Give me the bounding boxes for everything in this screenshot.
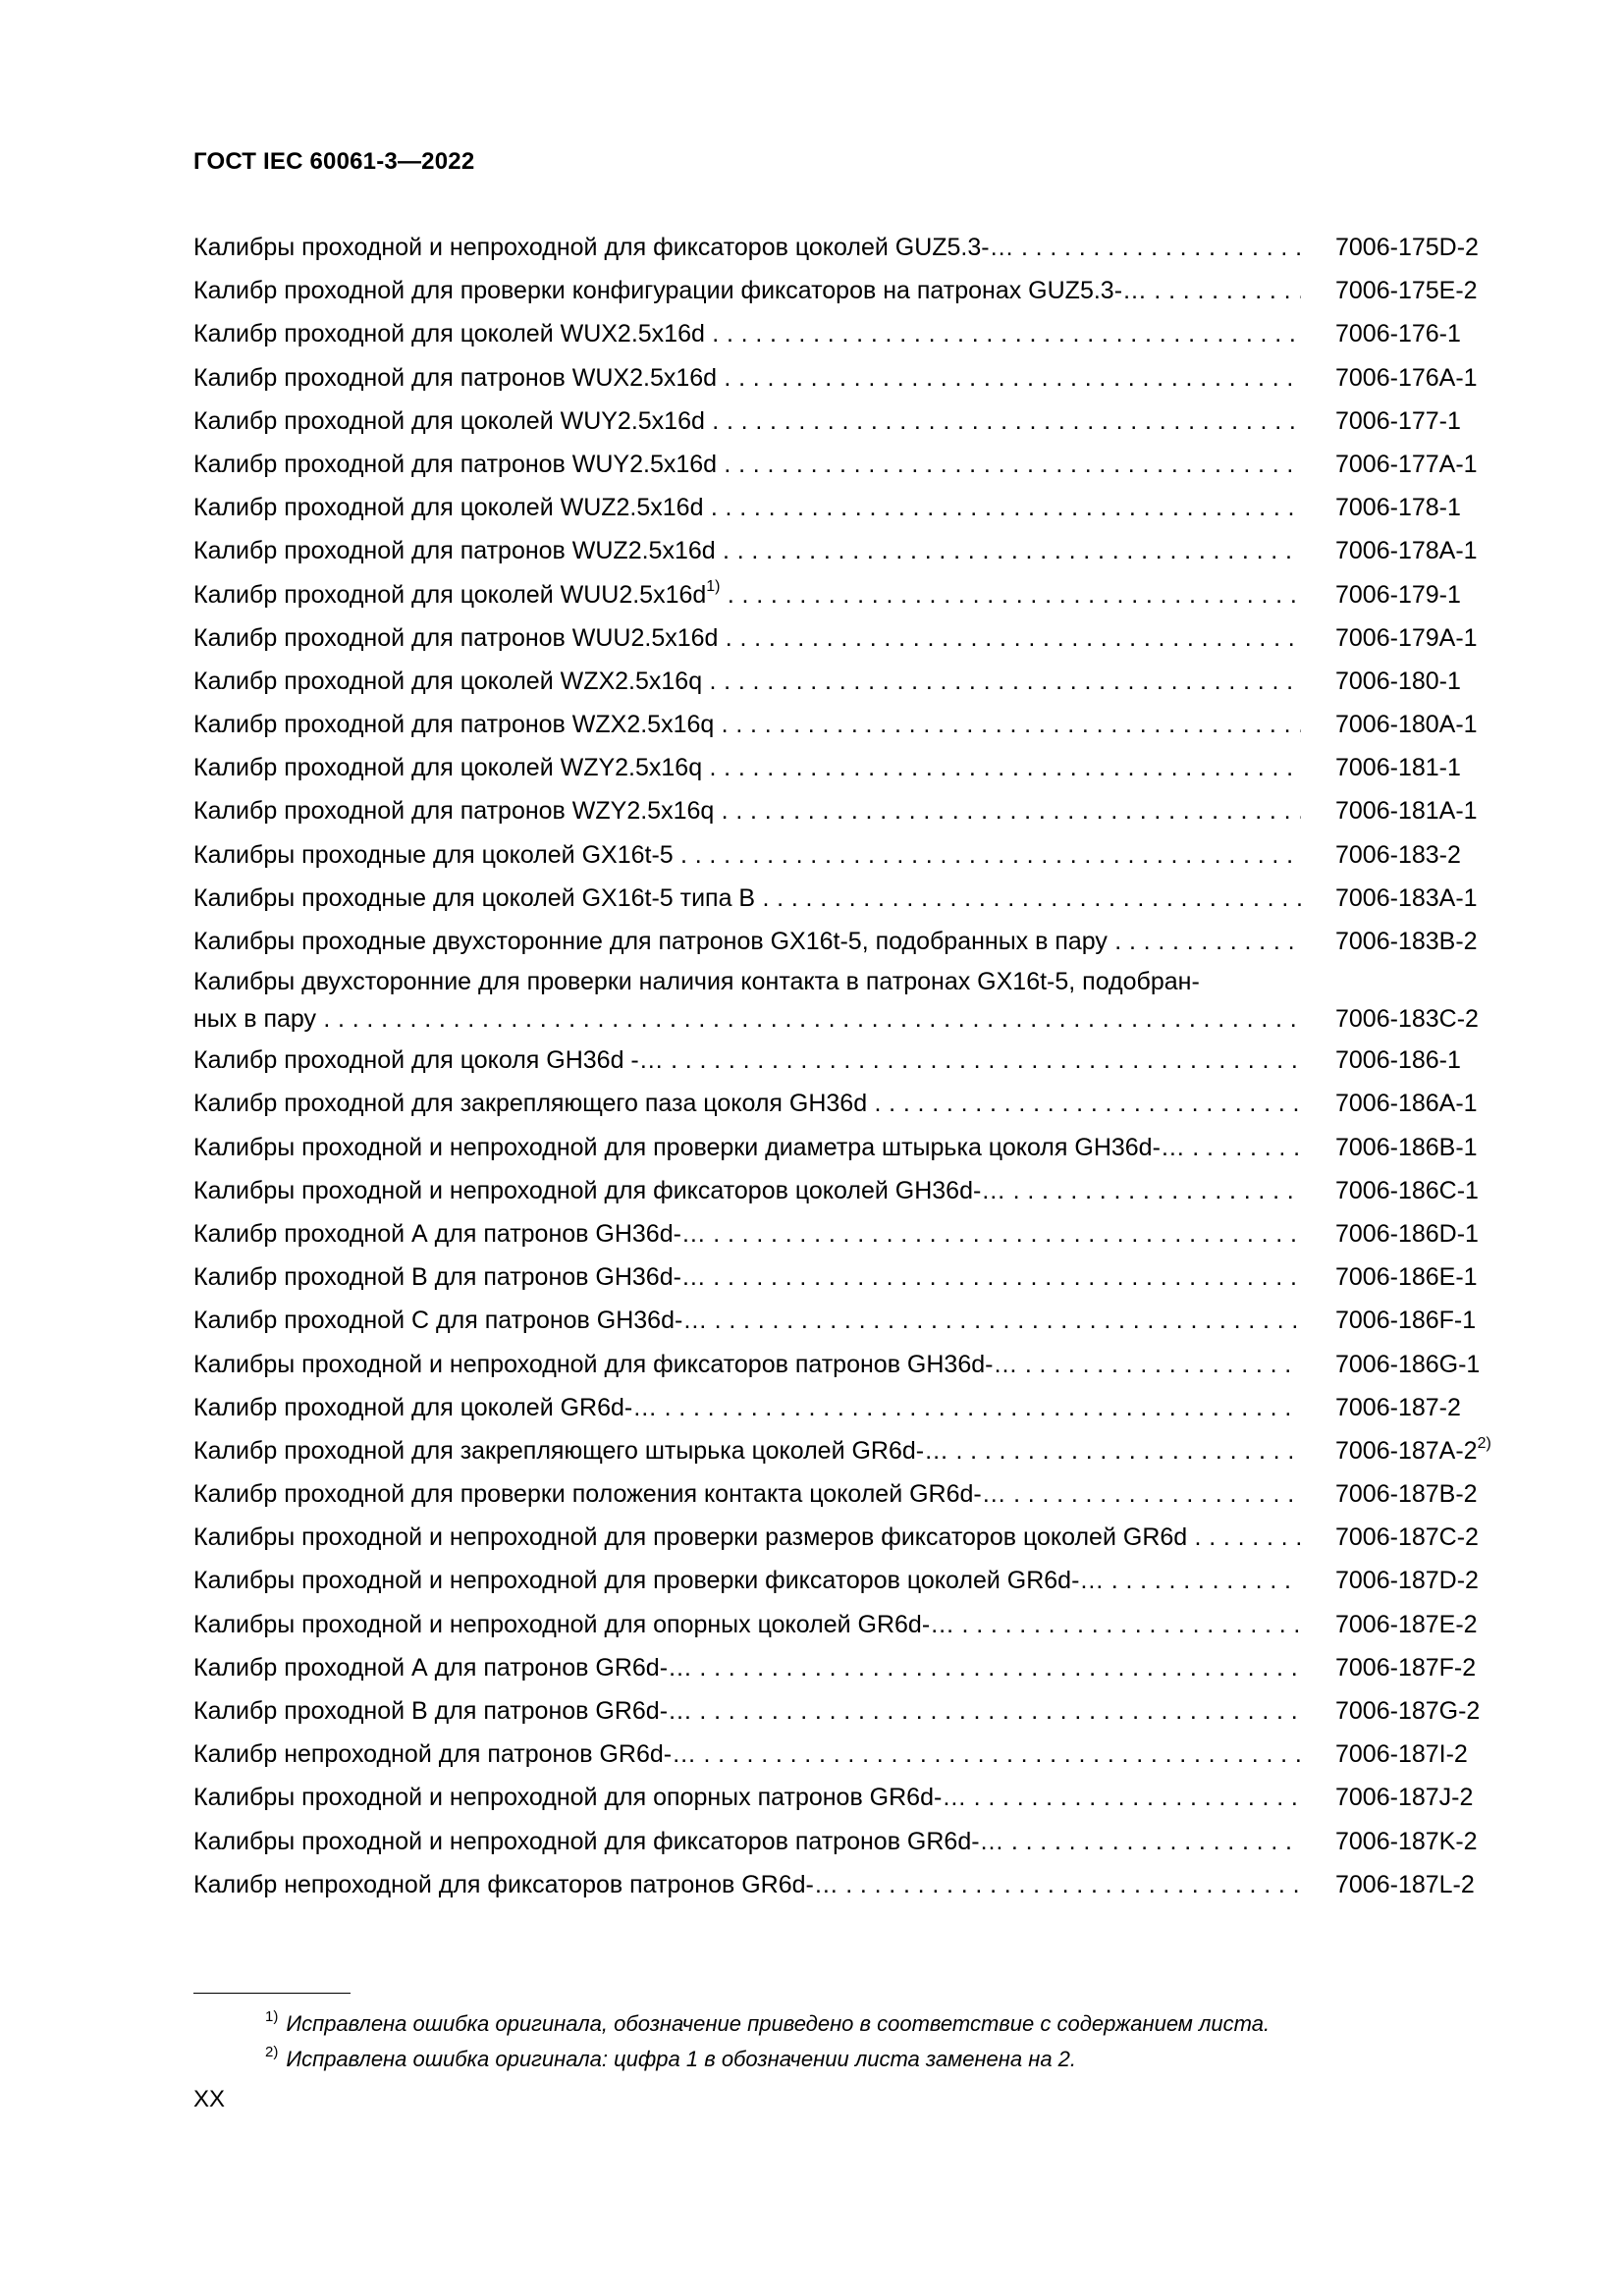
toc-entry (193, 1343, 1539, 1386)
footnote-mark: 1) (265, 2007, 279, 2025)
toc-entry-code-text: 7006-178-1 (1335, 494, 1461, 522)
toc-entry-title-text: Калибр проходной для проверки конфигурации фиксаторов на патронах GUZ5.3-… (193, 277, 1148, 305)
toc-entry-title-text: Калибры проходной и непроходной для проверки размеров фиксаторов цоколей GR6d (193, 1523, 1188, 1552)
toc-entry-code (1335, 1126, 1478, 1169)
toc-entry (193, 920, 1539, 963)
toc-entry-title-text: Калибры проходной и непроходной для фиксаторов патронов GR6d-… (193, 1827, 1004, 1855)
toc-entry-code (1335, 1169, 1479, 1212)
toc-entry-code-text: 7006-186E-1 (1335, 1263, 1478, 1292)
toc-entry-code (1335, 356, 1478, 400)
toc-entry-code (1335, 269, 1478, 312)
toc-entry-title-text: Калибр проходной для цоколей WUY2.5x16d (193, 406, 705, 435)
toc-entry (193, 877, 1539, 920)
toc-entry-code-text: 7006-183-2 (1335, 840, 1461, 869)
toc-entry-code-text: 7006-176-1 (1335, 320, 1461, 348)
toc-entry (193, 529, 1539, 572)
toc-entry-code-text: 7006-186G-1 (1335, 1350, 1481, 1378)
toc-entry-code (1335, 1472, 1478, 1516)
toc-entry-title (193, 746, 1301, 789)
toc-entry-code (1335, 877, 1478, 920)
toc-entry (193, 963, 1539, 1039)
footnote (265, 2006, 1270, 2042)
toc-entry-title (193, 400, 1301, 443)
toc-entry-title-text: Калибр непроходной для фиксаторов патронов GR6d-… (193, 1870, 839, 1898)
toc-entry-code-text: 7006-187J-2 (1335, 1784, 1474, 1812)
toc-entry-code-text: 7006-175E-2 (1335, 277, 1478, 305)
toc-entry-title-text: Калибры проходной и непроходной для фиксаторов цоколей GH36d-… (193, 1176, 1006, 1204)
toc-entry-title-text: Калибр проходной для цоколей WUZ2.5x16d (193, 494, 704, 522)
toc-entry-code (1335, 660, 1461, 703)
toc-entry (193, 1126, 1539, 1169)
toc-entry-code-text: 7006-186-1 (1335, 1046, 1461, 1075)
toc-entry-code (1335, 1689, 1480, 1733)
toc-entry-title (193, 1299, 1301, 1342)
toc-entry (193, 616, 1539, 660)
toc-entry-code (1335, 789, 1478, 832)
footnote (265, 2042, 1270, 2077)
toc-entry (193, 1429, 1539, 1472)
toc-entry-title-text: Калибр проходной для патронов WZY2.5x16q (193, 797, 715, 826)
toc-entry-code (1335, 1733, 1468, 1776)
toc-entry-title-text: Калибр проходной В для патронов GR6d-… (193, 1697, 693, 1725)
toc-entry-code-text: 7006-187I-2 (1335, 1740, 1468, 1769)
toc-entry-code-text: 7006-187K-2 (1335, 1827, 1478, 1855)
document-header: ГОСТ IEC 60061-3—2022 (193, 148, 475, 175)
toc-entry-code (1335, 1299, 1476, 1342)
toc-entry (193, 1082, 1539, 1125)
toc-entry-title-text: Калибр проходной А для патронов GR6d-… (193, 1653, 693, 1682)
toc-entry-code-text: 7006-186D-1 (1335, 1219, 1479, 1248)
footnote-separator (193, 1993, 351, 1994)
toc-entry-code (1335, 1039, 1461, 1082)
toc-entry-title (193, 1646, 1301, 1689)
toc-entry-code (1335, 1343, 1480, 1386)
toc-entry-code (1335, 1776, 1473, 1819)
footnote-mark: 2) (265, 2043, 279, 2060)
toc-entry-code-text: 7006-186C-1 (1335, 1176, 1479, 1204)
toc-entry-title (193, 1733, 1301, 1776)
toc-entry-code-text: 7006-178A-1 (1335, 537, 1478, 565)
toc-entry-code (1335, 529, 1478, 572)
toc-entry-code-text: 7006-186A-1 (1335, 1090, 1478, 1118)
toc-entry-code-text: 7006-176A-1 (1335, 363, 1478, 392)
toc-entry (193, 356, 1539, 400)
toc-entry-title (193, 1212, 1301, 1255)
toc-entry-code (1335, 1863, 1475, 1906)
toc-entry (193, 1863, 1539, 1906)
toc-entry-code (1335, 703, 1478, 746)
toc-entry-code-text: 7006-187B-2 (1335, 1480, 1478, 1509)
toc-entry-title-text: Калибр проходной для патронов WUU2.5x16d (193, 623, 719, 652)
toc-entry-title (193, 1386, 1301, 1429)
toc-entry-code (1335, 1820, 1478, 1863)
toc-entry-title (193, 356, 1301, 400)
toc-entry-title-text: Калибр проходной для закрепляющего паза цоколя GH36d (193, 1090, 868, 1118)
toc-entry-code-text: 7006-179A-1 (1335, 623, 1478, 652)
toc-entry-title-text: Калибр проходной для цоколей WZY2.5x16q (193, 754, 703, 782)
toc-entry-title-text: Калибры проходной и непроходной для опорных цоколей GR6d-… (193, 1610, 955, 1638)
toc-entry-title (193, 1603, 1301, 1646)
toc-entry-title (193, 1559, 1301, 1602)
toc-entry-code (1335, 1516, 1479, 1559)
toc-entry-title (193, 1039, 1301, 1082)
toc-entry-title-text: Калибры проходные двухсторонние для патронов GX16t-5, подобранных в пару (193, 928, 1108, 955)
toc-entry (193, 1820, 1539, 1863)
toc-entry-code (1335, 1603, 1478, 1646)
toc-entry-code (1335, 1429, 1491, 1472)
toc-entry (193, 1299, 1539, 1342)
toc-entry-title (193, 963, 1301, 1039)
toc-entry-code-text: 7006-187-2 (1335, 1393, 1461, 1421)
toc-entry-code-text: 7006-183C-2 (1335, 1005, 1479, 1034)
toc-entry-title-line1: Калибры двухсторонние для проверки наличия контакта в патронах GX16t-5, подобран- (193, 968, 1200, 996)
toc-entry-title (193, 573, 1301, 616)
toc-entry-code (1335, 616, 1478, 660)
page-number: XX (193, 2086, 226, 2112)
toc-entry-title (193, 312, 1301, 355)
toc-entry-title (193, 529, 1301, 572)
toc-entry (193, 486, 1539, 529)
toc-entry-title (193, 226, 1301, 269)
toc-entry-title (193, 1689, 1301, 1733)
toc-entry (193, 746, 1539, 789)
toc-entry-code (1335, 443, 1478, 486)
toc-entry-title-text: Калибры проходной и непроходной для проверки диаметра штырька цоколя GH36d-… (193, 1133, 1185, 1161)
toc-entry (193, 573, 1539, 616)
toc-entry-code (1335, 312, 1461, 355)
toc-entry-title (193, 1255, 1301, 1299)
toc-entry (193, 1776, 1539, 1819)
toc-entry-code (1335, 1646, 1476, 1689)
toc-entry-title-text: Калибр проходной для цоколей GR6d-… (193, 1393, 658, 1421)
toc-entry-code-text: 7006-187C-2 (1335, 1523, 1479, 1552)
toc-entry (193, 269, 1539, 312)
toc-entry-title-text: Калибр проходной для патронов WUZ2.5x16d (193, 537, 716, 565)
toc-entry (193, 312, 1539, 355)
toc-entry (193, 833, 1539, 877)
toc-entry-code (1335, 1212, 1479, 1255)
toc-entry-title (193, 789, 1301, 832)
table-of-contents (193, 226, 1539, 1906)
toc-entry (193, 1386, 1539, 1429)
toc-entry (193, 1169, 1539, 1212)
toc-entry (193, 1039, 1539, 1082)
toc-entry-title (193, 1169, 1301, 1212)
toc-entry (193, 1516, 1539, 1559)
toc-entry-title-text: Калибр проходной для патронов WZX2.5x16q (193, 711, 715, 739)
toc-entry-code-text: 7006-179-1 (1335, 580, 1461, 609)
toc-entry-code-text: 7006-187A-2 (1335, 1436, 1478, 1465)
toc-entry-title (193, 1429, 1301, 1472)
toc-entry (193, 1212, 1539, 1255)
toc-entry-title (193, 443, 1301, 486)
toc-entry (193, 226, 1539, 269)
toc-entry-code-text: 7006-175D-2 (1335, 234, 1479, 261)
toc-entry-title-line2: ных в пару . . . (193, 1000, 1301, 1038)
toc-entry-code (1335, 400, 1461, 443)
toc-entry-code-text: 7006-187D-2 (1335, 1567, 1479, 1595)
toc-entry-title-text: Калибры проходной и непроходной для проверки фиксаторов цоколей GR6d-… (193, 1567, 1105, 1595)
toc-entry-title (193, 1082, 1301, 1125)
toc-entry-code (1335, 1000, 1479, 1038)
toc-entry-title-text: Калибры проходной и непроходной для опорных патронов GR6d-… (193, 1784, 967, 1812)
toc-entry-code (1335, 1082, 1478, 1125)
toc-entry-title (193, 703, 1301, 746)
toc-entry-title-text: Калибр проходной С для патронов GH36d-… (193, 1307, 708, 1335)
toc-entry-code-text: 7006-181-1 (1335, 754, 1461, 782)
toc-entry-code-text: 7006-187E-2 (1335, 1610, 1478, 1638)
toc-entry (193, 1603, 1539, 1646)
toc-entry-title (193, 833, 1301, 877)
footnote-reference: 1) (706, 578, 721, 596)
toc-entry (193, 400, 1539, 443)
toc-entry-code (1335, 573, 1461, 616)
toc-entry-title (193, 920, 1301, 963)
toc-entry-code (1335, 1559, 1479, 1602)
toc-entry-title (193, 1776, 1301, 1819)
toc-entry (193, 443, 1539, 486)
toc-entry-title (193, 1863, 1301, 1906)
toc-entry-title-text: Калибр проходной для проверки положения контакта цоколей GR6d-… (193, 1480, 1006, 1509)
toc-entry-title (193, 1820, 1301, 1863)
toc-entry-code (1335, 1386, 1461, 1429)
toc-entry-code (1335, 486, 1461, 529)
toc-entry (193, 789, 1539, 832)
toc-entry-title (193, 616, 1301, 660)
toc-entry-code-text: 7006-177-1 (1335, 406, 1461, 435)
toc-entry-code-text: 7006-186F-1 (1335, 1307, 1477, 1335)
toc-entry-title-text: Калибры проходной и непроходной для фиксаторов цоколей GUZ5.3-… (193, 234, 1014, 261)
toc-entry-title-text: Калибр непроходной для патронов GR6d-… (193, 1740, 697, 1769)
toc-entry-title-text: Калибр проходной для цоколей WZX2.5x16q (193, 667, 703, 695)
toc-entry-code-text: 7006-181A-1 (1335, 797, 1478, 826)
toc-entry (193, 1689, 1539, 1733)
toc-entry-code-text: 7006-187L-2 (1335, 1870, 1475, 1898)
toc-entry-title-text: Калибр проходной для цоколей WUU2.5x16d (193, 580, 707, 609)
toc-entry-code-text: 7006-183B-2 (1335, 928, 1478, 955)
toc-entry-title-text: Калибр проходной для цоколя GH36d -… (193, 1046, 664, 1075)
toc-entry-code-text: 7006-180-1 (1335, 667, 1461, 695)
toc-entry (193, 1646, 1539, 1689)
toc-entry-title (193, 1516, 1301, 1559)
toc-entry-code-text: 7006-180A-1 (1335, 711, 1478, 739)
toc-entry-code (1335, 746, 1461, 789)
footnote-text: Исправлена ошибка оригинала, обозначение приведено в соответствие с содержанием листа. (286, 2011, 1271, 2036)
toc-entry-title-text: Калибр проходной В для патронов GH36d-… (193, 1263, 706, 1292)
toc-entry-title-text: Калибр проходной А для патронов GH36d-… (193, 1219, 706, 1248)
toc-entry-title-text: Калибр проходной для патронов WUX2.5x16d (193, 363, 718, 392)
toc-entry-title-text: Калибры проходной и непроходной для фиксаторов патронов GH36d-… (193, 1350, 1018, 1378)
toc-entry (193, 1472, 1539, 1516)
toc-entry-code-text: 7006-187G-2 (1335, 1697, 1481, 1725)
toc-entry-code-text: 7006-177A-1 (1335, 450, 1478, 478)
toc-entry (193, 660, 1539, 703)
toc-entry-code (1335, 1255, 1478, 1299)
toc-entry (193, 703, 1539, 746)
toc-entry-code (1335, 833, 1461, 877)
toc-entry-title (193, 877, 1301, 920)
toc-entry-title-text: Калибры проходные для цоколей GX16t-5 типа B (193, 883, 756, 912)
toc-entry (193, 1733, 1539, 1776)
toc-entry-code-text: 7006-183A-1 (1335, 883, 1478, 912)
toc-entry-code (1335, 920, 1478, 963)
toc-entry-title (193, 269, 1301, 312)
toc-entry (193, 1255, 1539, 1299)
footnote-text: Исправлена ошибка оригинала: цифра 1 в обозначении листа заменена на 2. (286, 2047, 1077, 2071)
toc-entry-code-text: 7006-187F-2 (1335, 1653, 1477, 1682)
footnote-reference: 2) (1477, 1434, 1491, 1452)
toc-entry-code (1335, 226, 1479, 269)
toc-entry-title-text: Калибр проходной для патронов WUY2.5x16d (193, 450, 718, 478)
toc-entry-code-text: 7006-186B-1 (1335, 1133, 1478, 1161)
toc-entry-title (193, 1343, 1301, 1386)
toc-entry-title-text: Калибры проходные для цоколей GX16t-5 (193, 840, 674, 869)
toc-entry-title-text: Калибр проходной для цоколей WUX2.5x16d (193, 320, 705, 348)
toc-entry-title (193, 1472, 1301, 1516)
footnotes (265, 2006, 1270, 2077)
toc-entry-title (193, 486, 1301, 529)
toc-entry-title-text: Калибр проходной для закрепляющего штырька цоколей GR6d-… (193, 1436, 949, 1465)
toc-entry (193, 1559, 1539, 1602)
toc-entry-title (193, 660, 1301, 703)
toc-entry-title (193, 1126, 1301, 1169)
